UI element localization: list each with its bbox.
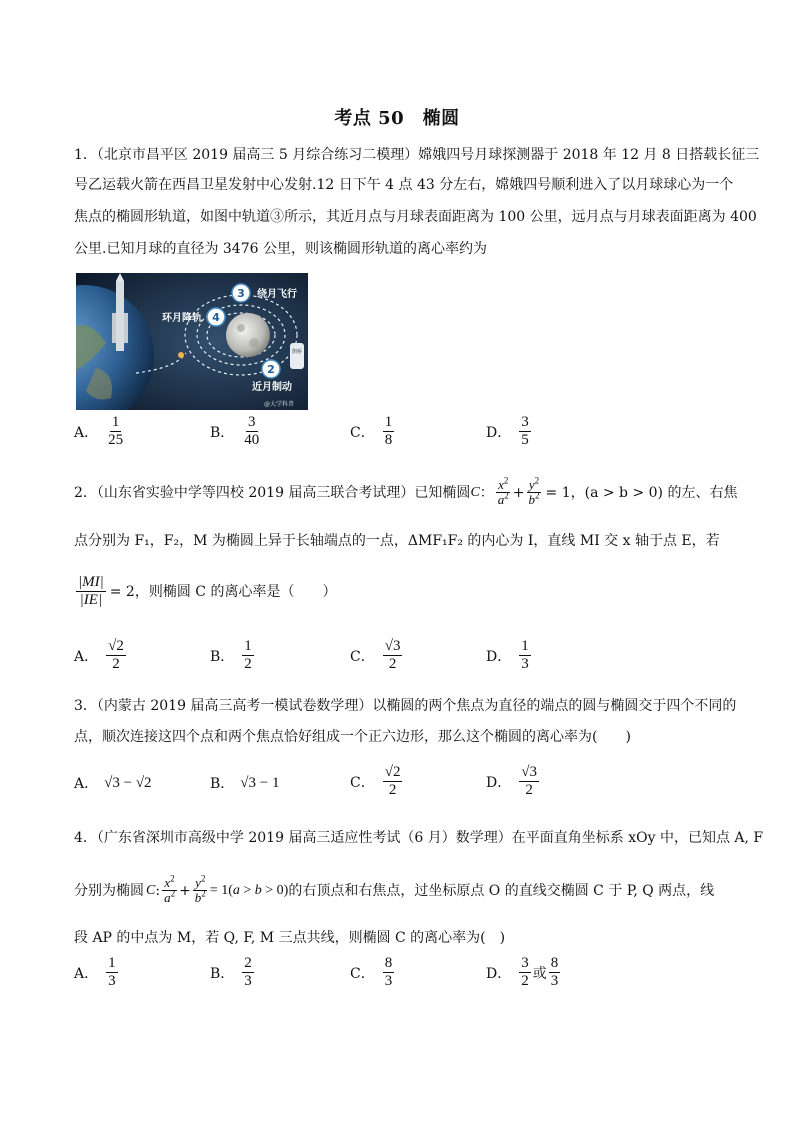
denominator: 3 [108,973,116,989]
q4-option-a[interactable] [74,955,120,990]
q2-option-b[interactable] [210,638,256,673]
q1-line-3: 焦点的椭圆形轨道，如图中轨道③所示，其近月点与月球表面距离为 100 公里，远月点与月球表面距离为 400 [74,209,757,225]
q4-option-c[interactable] [350,955,396,990]
colon: ： [479,484,494,501]
q2-condition: ，(a > b > 0) 的左、右焦 [570,484,738,501]
equation-term-y: $\frac{y^2}{b^2}$ [528,475,540,507]
q4-line-2: 分别为椭圆 C : $\frac{x^2}{a^2}$ + $\frac{y^2}{b^2}$ = 1(a > b > 0) 的右顶点和右焦点，过坐标原点 O 的直线交椭圆 C 于 P, Q 两点，线 [74,873,715,905]
denominator: 2 [244,656,252,672]
probe-graphic [178,352,184,358]
numerator: 3 [521,414,529,430]
q3-line-1: 3．（内蒙古 2019 届高三高考一模试卷数学理）以椭圆的两个焦点为直径的端点的圆与椭圆交于四个不同的 [74,698,737,714]
q4-option-b[interactable] [210,955,256,990]
q4-line-2-post: 的右顶点和右焦点，过坐标原点 O 的直线交椭圆 C 于 P, Q 两点，线 [288,882,715,899]
equation-term-x: $\frac{x^2}{a^2}$ [164,873,176,905]
orbit-2-label: 近月制动 [252,382,292,393]
numerator: 1 [521,638,529,654]
ellipse-name: C [470,484,480,500]
q2-line-2: 点分别为 F₁，F₂，M 为椭圆上异于长轴端点的一点，ΔMF₁F₂ 的内心为 I，直线 MI 交 x 轴于点 E，若 [74,533,720,549]
option-letter: A． [74,424,99,441]
equation-term-x: $\frac{x^2}{a^2}$ [497,475,509,507]
q4-line-2-text: 分别为椭圆 [74,882,144,899]
denominator: 40 [244,432,260,448]
option-letter: B． [210,648,235,665]
page-title: 考点 50 椭圆 [334,108,460,129]
numerator: 1 [384,414,393,430]
option-letter: D． [486,424,512,441]
option-letter: B． [210,965,235,982]
option-letter: C． [350,774,375,791]
q3-line-2: 点，顺次连接这四个点和两个焦点恰好组成一个正六边形，那么这个椭圆的离心率为( ) [74,729,631,745]
relay-label: 鹊桥 [291,349,303,355]
numerator: 8 [384,955,393,971]
numerator: 2 [244,955,252,971]
orbit-3-marker: 3 [237,287,245,300]
q1-line-4: 公里.已知月球的直径为 3476 公里，则该椭圆形轨道的离心率约为 [74,241,487,257]
denominator: 2 [112,656,120,672]
numerator: √2 [108,638,124,654]
denominator: 2 [388,656,397,672]
numerator: √2 [384,764,401,780]
numerator: 3 [521,955,529,971]
option-value: √3 − √2 [104,774,152,791]
numerator: 1 [244,638,252,654]
denominator: 3 [244,973,252,989]
option-letter: B． [210,776,235,792]
numerator: √3 [384,638,401,654]
numerator: 3 [248,414,256,430]
rocket-graphic [116,281,124,351]
numerator: 1 [111,414,120,430]
option-letter: A． [74,776,99,792]
orbit-3-label: 绕月飞行 [257,289,297,300]
q4-option-d[interactable] [486,955,562,990]
denominator: 8 [384,432,393,448]
moon-graphic [226,313,270,357]
chang-e-orbit-figure [76,273,308,410]
q3-option-c[interactable] [350,764,404,799]
q4-line-3: 段 AP 的中点为 M，若 Q, F, M 三点共线，则椭圆 C 的离心率为( ) [74,930,506,946]
orbit-2-marker: 2 [267,363,275,376]
q2-option-c[interactable] [350,638,404,673]
q2-line-1-text: 2．（山东省实验中学等四校 2019 届高三联合考试理）已知椭圆 [74,484,471,501]
figure-watermark: @大学科普 [264,401,295,408]
q2-line-3-text: ，则椭圆 C 的离心率是（ ） [134,583,337,600]
q1-option-c[interactable] [350,414,396,449]
option-letter: C． [350,965,375,982]
q2-option-d[interactable] [486,638,533,673]
or-text: 或 [532,965,547,982]
q2-option-a[interactable] [74,638,128,673]
q2-line-1: 2．（山东省实验中学等四校 2019 届高三联合考试理）已知椭圆 C ： $\frac{x^2}{a^2}$ + $\frac{y^2}{b^2}$ = 1 ，(a > b > 0) 的左、右焦 [74,475,738,507]
denominator: 5 [521,432,529,448]
denominator: 25 [108,432,124,448]
equation-term-y: $\frac{y^2}{b^2}$ [194,873,206,905]
q2-line-3: $\frac{|MI|}{|IE|}$ = 2 ，则椭圆 C 的离心率是（ ） [78,574,337,608]
orbit-4-marker: 4 [212,311,220,324]
q3-option-d[interactable] [486,764,541,799]
option-letter: C． [350,424,375,441]
denominator: 2 [525,782,533,798]
option-letter: C． [350,648,375,665]
option-letter: A． [74,648,99,665]
numerator: 8 [550,955,559,971]
orbit-4-label: 环月降轨 [162,313,202,324]
q3-option-b[interactable] [210,773,280,793]
option-letter: A． [74,965,99,982]
option-letter: D． [486,965,512,982]
option-letter: D． [486,774,512,791]
denominator: 3 [384,973,393,989]
option-letter: B． [210,424,235,441]
q1-line-2: 号乙运载火箭在西昌卫星发射中心发射.12 日下午 4 点 43 分左右，嫦娥四号顺利进入了以月球球心为一个 [74,177,734,193]
denominator: 2 [521,973,529,989]
denominator: 3 [521,656,529,672]
option-value: √3 − 1 [240,774,280,791]
orbit-illustration [76,273,308,410]
q3-option-a[interactable] [74,773,152,793]
q1-line-1: 1．（北京市昌平区 2019 届高三 5 月综合练习二模理）嫦娥四号月球探测器于 2018 年 12 月 8 日搭载长征三 [74,147,760,163]
denominator: 2 [388,782,397,798]
q4-line-1: 4．（广东省深圳市高级中学 2019 届高三适应性考试（6 月）数学理）在平面直角坐标系 xOy 中，已知点 A, F [74,830,764,846]
q1-option-d[interactable] [486,414,533,449]
denominator: 3 [550,973,559,989]
q1-option-b[interactable] [210,414,263,449]
option-letter: D． [486,648,512,665]
ratio-mi-ie: $\frac{|MI|}{|IE|}$ [78,574,104,608]
numerator: 1 [108,955,116,971]
numerator: √3 [521,764,537,780]
q1-option-a[interactable] [74,414,127,449]
